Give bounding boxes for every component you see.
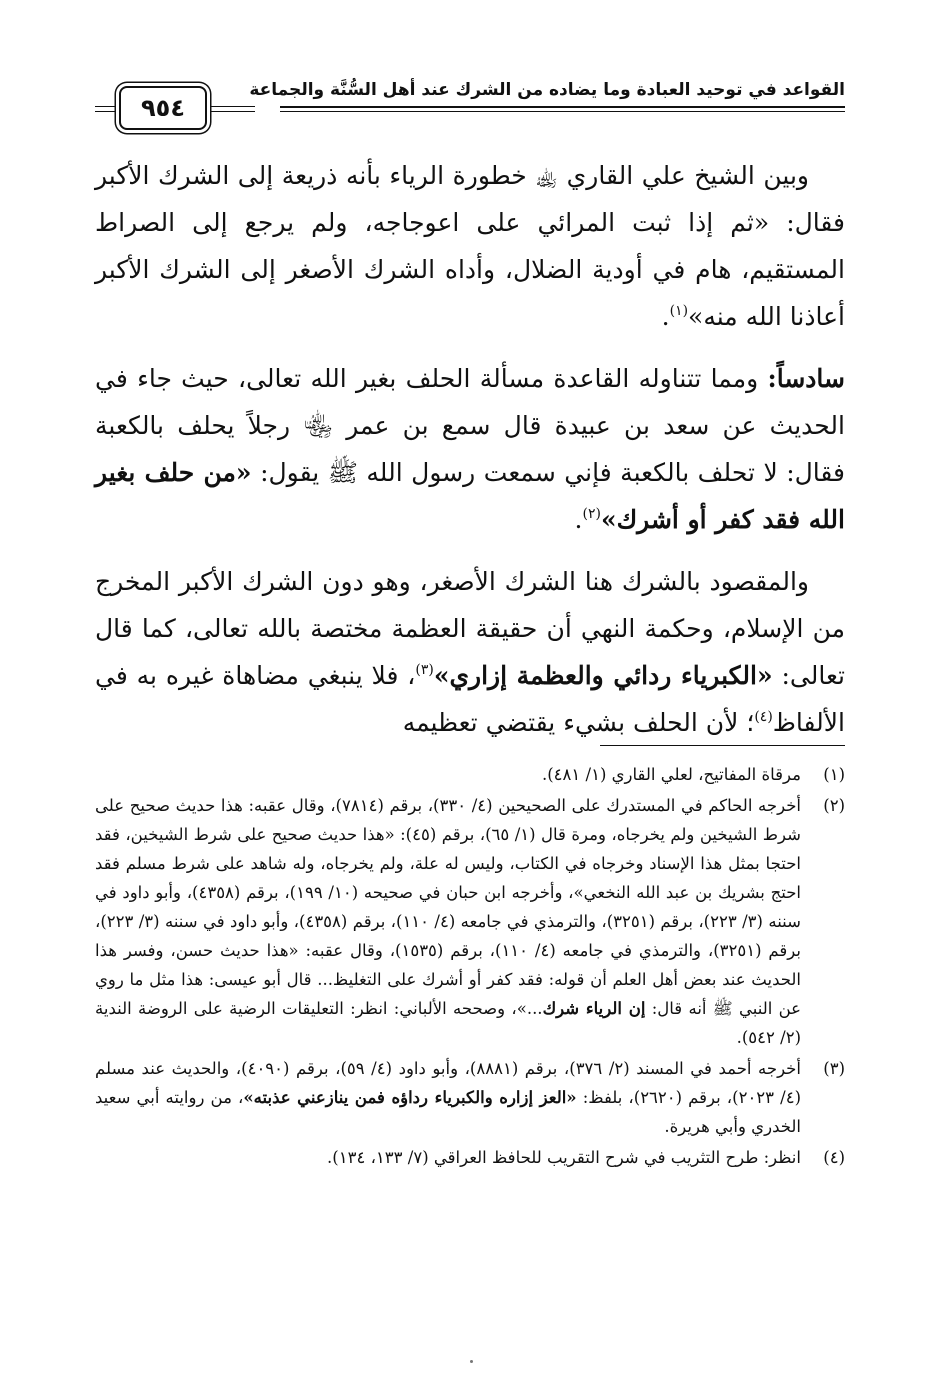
page-number-badge xyxy=(95,86,255,132)
hadith-quote: «من حلف بغير الله فقد كفر أو أشرك» xyxy=(95,458,845,534)
scan-mark xyxy=(470,1360,473,1363)
paragraph-1-text: وبين الشيخ علي القاري ﵀ خطورة الرياء بأنه ذريعة إلى الشرك الأكبر فقال: «ثم إذا ثبت المرائي على اعوجاجه، ولم يرجع إلى الصراط المستقيم، هام في أودية الضلال، وأداه الشرك الأصغر إلى الشرك الأكبر أعاذنا الله منه» xyxy=(95,161,845,331)
footnote-ref-2[interactable]: (٢) xyxy=(582,506,601,522)
footnote-text: مرقاة المفاتيح، لعلي القاري (١/ ٤٨١). xyxy=(541,765,801,784)
footnote-separator xyxy=(600,745,845,746)
footnote-text: انظر: طرح التثريب في شرح التقريب للحافظ العراقي (٧/ ١٣٣، ١٣٤). xyxy=(327,1148,801,1167)
page-number: ٩٥٤ xyxy=(119,86,207,130)
hadith-qudsi-quote: «الكبرياء ردائي والعظمة إزاري» xyxy=(433,661,773,690)
paragraph-2-text: ومما تتناوله القاعدة مسألة الحلف بغير الله تعالى، حيث جاء في الحديث عن سعد بن عبيدة قال سمع بن عمر ﵄ رجلاً يحلف بالكعبة فقال: لا تحلف بالكعبة فإني سمعت رسول الله ﷺ يقول: xyxy=(95,364,846,487)
footnote-ref-3[interactable]: (٣) xyxy=(415,662,434,678)
footnote-bold-quote: «العز إزاره والكبرياء رداؤه فمن ينازعني عذبته» xyxy=(243,1088,577,1107)
paragraph-3-text-2: ، فلا ينبغي مضاهاة غيره به في الألفاظ xyxy=(95,661,845,737)
paragraph-3-text-1: والمقصود بالشرك هنا الشرك الأصغر، وهو دون الشرك الأكبر المخرج من الإسلام، وحكمة النهي أن حقيقة العظمة مختصة بالله تعالى، كما قال تعالى: xyxy=(95,567,845,690)
page-header xyxy=(95,78,845,148)
footnote-3 xyxy=(95,1054,845,1141)
footnote-2 xyxy=(95,791,845,1052)
main-text xyxy=(95,152,845,761)
paragraph-3 xyxy=(95,558,845,746)
header-rule xyxy=(280,106,845,108)
paragraph-3-text-3: ؛ لأن الحلف بشيء يقتضي تعظيمه xyxy=(402,708,755,737)
footnote-text: أخرجه أحمد في المسند (٢/ ٣٧٦)، برقم (٨٨٨١)، وأبو داود (٤/ ٥٩)، برقم (٤٠٩٠)، والحديث عند مسلم (٤/ ٢٠٢٣)، برقم (٢٦٢٠)، بلفظ: «العز إزاره والكبرياء رداؤه فمن ينازعني عذبته»، من روايته أبي سعيد الخدري وأبي هريرة. xyxy=(95,1059,801,1136)
footnotes xyxy=(95,760,845,1174)
footnote-1 xyxy=(95,760,845,789)
footnote-number: (٤) xyxy=(823,1148,845,1167)
footnote-number: (١) xyxy=(823,765,845,784)
paragraph-1: وبين الشيخ علي القاري ﵀ خطورة الرياء بأنه ذريعة إلى الشرك الأكبر فقال: «ثم إذا ثبت المرائي على اعوجاجه، ولم يرجع إلى الصراط المستقيم، هام في أودية الضلال، وأداه الشرك الأصغر إلى الشرك الأكبر أعاذنا الله منه»$^{(١)}$. xyxy=(95,161,845,331)
section-lead: سادساً: xyxy=(767,364,845,393)
footnote-4 xyxy=(95,1143,845,1172)
header-rule-thin xyxy=(280,111,845,112)
footnote-number: (٢) xyxy=(823,796,845,815)
footnote-ref-4[interactable]: (٤) xyxy=(754,709,773,725)
footnote-number: (٣) xyxy=(823,1059,845,1078)
footnote-bold-quote: إن الرياء شرك xyxy=(542,999,646,1018)
footnote-ref-1[interactable]: (١) xyxy=(669,303,689,319)
footnote-text: أخرجه الحاكم في المستدرك على الصحيحين (٤/ ٣٣٠)، برقم (٧٨١٤)، وقال عقبه: هذا حديث صحيح على شرط الشيخين ولم يخرجاه، ومرة قال (١/ ٦٥)، برقم (٤٥): «هذا حديث صحيح على شرط الشيخين، فقد احتجا بمثل هذا الإسناد وخرجاه في الكتاب، وليس له علة، ولم يخرجاه، وله شاهد على شرط مسلم فقد احتج بشريك بن عبد الله النخعي»، وأخرجه ابن حبان في صحيحه (١٠/ ١٩٩)، برقم (٤٣٥٨)، وأبو داود في سننه (٣/ ٢٢٣)، برقم (٣٢٥١)، والترمذي في جامعه (٤/ ١١٠)، برقم (٤٣٥٨)، وأبو داود في سننه (٣/ ٢٢٣)، برقم (٣٢٥١)، والترمذي في جامعه (٤/ ١١٠)، برقم (١٥٣٥)، وقال عقبه: «هذا حديث حسن، وفسر هذا الحديث عند بعض أهل العلم أن قوله: فقد كفر أو أشرك على التغليظ... قال أبو عيسى: هذا مثل ما روي عن النبي ﷺ أنه قال: إن الرياء شرك...»، وصححه الألباني: انظر: التعليقات الرضية على الروضة الندية (٢/ ٥٤٢). xyxy=(95,796,802,1047)
running-title: القواعد في توحيد العبادة وما يضاده من الشرك عند أهل السُّنَّة والجماعة xyxy=(249,80,845,100)
paragraph-2: سادساً: ومما تتناوله القاعدة مسألة الحلف بغير الله تعالى، حيث جاء في الحديث عن سعد بن عبيدة قال سمع بن عمر ﵄ رجلاً يحلف بالكعبة فقال: لا تحلف بالكعبة فإني سمعت رسول الله ﷺ يقول: «من حلف بغير الله فقد كفر أو أشرك»$^{(٢)}$. xyxy=(95,364,846,534)
